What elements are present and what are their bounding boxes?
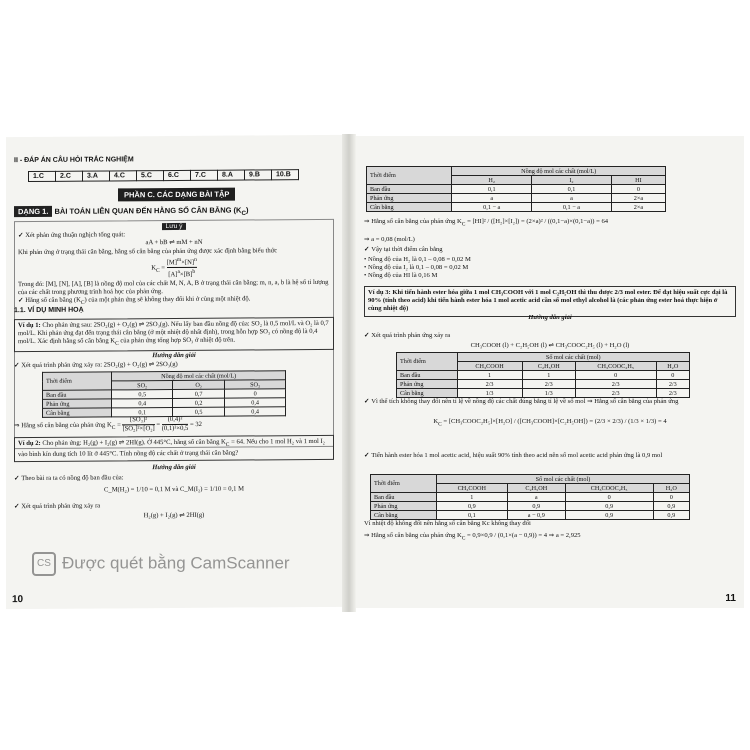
table-cell: 0,9 (653, 511, 689, 520)
check-icon: ✓ (364, 332, 372, 339)
table-cell: 0,4 (225, 398, 286, 407)
row-label: Phản ứng (367, 194, 452, 203)
table-row (367, 194, 666, 203)
answer-cell: 7.C (191, 170, 218, 180)
column-header: H₂O (656, 362, 689, 371)
check-icon: ✓ (18, 297, 26, 305)
column-header: HI (611, 176, 665, 185)
page-number-right: 11 (725, 593, 736, 604)
column-header: CH₃COOH (457, 362, 522, 371)
table-row (397, 371, 690, 380)
table-cell: 1 (436, 493, 507, 502)
answer-cell: 10.B (272, 170, 299, 180)
note-eq: aA + bB ⇌ mM + nN (145, 239, 203, 247)
table-so2: Thời điểm Nồng độ mol các chất (mol/L) SO₂ O₂ SO₃ Ban đầu 0,5 0,7 0 Phản ứng 0,4 0,2 0,4 Cân bằng 0,1 0,5 0,4 (42, 370, 286, 418)
vd2-label: Ví dụ 2: (18, 439, 41, 448)
table-row (371, 502, 690, 511)
check-icon: ✓ (364, 246, 372, 253)
table-cell: 0,1 (436, 511, 507, 520)
table-cell: a (452, 194, 532, 203)
table-cell: 0,5 (173, 407, 225, 416)
table-cell: 2/3 (656, 389, 689, 398)
answer-cell: 8.A (218, 170, 245, 180)
answer-cell: 4.C (110, 171, 137, 181)
table-cell: 0,7 (173, 389, 225, 398)
vd1-huong-dan: Hướng dẫn giải (152, 351, 196, 360)
column-header: SO₃ (225, 380, 286, 389)
vd1-result: ⇒ Hằng số cân bằng của phản ứng $K_C$ = $\frac{\text{[SO₃]²}}{\text{[SO₂]²×[O₂]}}$ = $\frac{\text{(0,4)²}}{\text{(0,1)²×0,5}}$ = 32 (14, 415, 202, 433)
row-label: Cân bằng (43, 408, 112, 417)
table-cell: 1 (522, 371, 575, 380)
dang-title: BÀI TOÁN LIÊN QUAN ĐẾN HẰNG SỐ CÂN BẰNG (K (54, 205, 242, 216)
check-icon: ✓ (364, 452, 372, 459)
column-header: CH₃COOC₂H₅ (575, 362, 656, 371)
answer-cell: 9.B (245, 170, 272, 180)
table-cell: 0 (611, 185, 665, 194)
row-label: Ban đầu (43, 390, 112, 399)
row-label: Ban đầu (367, 185, 452, 194)
list-item: • Nồng độ của HI là 0,16 M (364, 272, 438, 280)
bullet-list (364, 256, 736, 281)
vd1-process: ✓ Xét quá trình phản ứng xảy ra: 2SO₂(g) + O₂(g) ⇌ 2SO₃(g) (14, 360, 178, 370)
column-header: SO₂ (112, 381, 173, 390)
column-header: H₂O (653, 484, 689, 493)
r1: ⇒ Hằng số cân bằng của phản ứng $K_C = [HI]^2 / ([H_2]\times[I_2]) = (2\times a)^2 / ((0,1-a)\times(0,1-a)) = 64$ (364, 218, 609, 228)
note-p4: ✓ Hằng số cân bằng $(K_C)$ của một phản ứng sẽ không thay đổi khi ở cùng một nhiệt độ. (18, 295, 251, 306)
table-cell: 0,9 (436, 502, 507, 511)
table-cell: 0,9 (565, 511, 653, 520)
vd2-theo: ✓ Theo bài ra ta có nồng độ ban đầu của: (14, 474, 124, 483)
table-cell: 0,1 (532, 185, 612, 194)
answer-table (28, 169, 299, 182)
table-cell: 1/3 (457, 389, 522, 398)
r6: ✓ Tiến hành ester hóa 1 mol acetic acid, hiệu suất 90% tính theo acid nên số mol acetic acid phản ứng là 0,9 mol (364, 452, 663, 459)
vd2-conc: C_M(H₂) = 1/10 = 0,1 M và C_M(I₂) = 1/10 = 0,1 M (104, 485, 244, 494)
vd3-box: Ví dụ 3: Khi tiến hành ester hóa giữa 1 mol CH₃COOH với 1 mol C₂H₅OH thì thu được 2/3 mol ester. Để đạt hiệu suất cực đại là 90% (tính theo acid) khi tiến hành ester hóa 1 mol acetic acid cần số mol ethyl alcohol là (các phản ứng ester hoá thực hiện ở cùng nhiệt độ) (364, 286, 736, 317)
column-header: I₂ (532, 176, 612, 185)
check-icon: ✓ (14, 475, 22, 483)
note-p1: ✓ Xét phản ứng thuận nghịch tổng quát: (18, 231, 126, 240)
dang-heading: DẠNG 1. BÀI TOÁN LIÊN QUAN ĐẾN HẰNG SỐ CÂN BẰNG $(K_C)$ (14, 205, 334, 219)
camscanner-logo-icon: CS (32, 552, 56, 576)
r5: ✓ Vì thể tích không thay đổi nên tỉ lệ về nồng độ các chất đúng bằng tỉ lệ về số mol ⇒ Hằng số cân bằng của phản ứng (364, 398, 679, 405)
answer-cell: 5.C (137, 171, 164, 181)
r4-eq: CH₃COOH (l) + C₂H₅OH (l) ⇌ CH₃COOC₂H₅ (l) + H₂O (l) (470, 342, 630, 349)
table-cell: 0 (653, 493, 689, 502)
table-cell: 2×a (611, 194, 665, 203)
column-header: C₂H₅OH (522, 362, 575, 371)
vd2-eq: H₂(g) + I₂(g) ⇌ 2HI(g) (143, 511, 205, 520)
row-label: Cân bằng (371, 511, 437, 520)
row-label: Ban đầu (397, 371, 458, 380)
table-cell: 0 (565, 493, 653, 502)
vd2-box: Ví dụ 2: Cho phản ứng: H₂(g) + I₂(g) ⇌ 2HI(g). Ở 445°C, hằng số cân bằng $K_C = 64$. Nếu cho 1 mol H₂ và 1 mol I₂ vào bình kín dung tích 10 lít ở 445°C. Tính nồng độ các chất ở trạng thái cân bằng? (14, 435, 334, 462)
r4: ✓ Xét quá trình phản ứng xảy ra (364, 332, 451, 339)
table-cell: 0,1 − a (532, 203, 612, 212)
table-cell: a (532, 194, 612, 203)
table-hi: Thời điểm Nồng độ mol các chất (mol/L) H₂ I₂ HI Ban đầu 0,1 0,1 0 Phản ứng a a 2×a Cân bằng 0,1 − a 0,1 − a 2×a (366, 166, 666, 212)
table-cell: 0 (225, 389, 286, 398)
check-icon: ✓ (14, 362, 22, 370)
list-item: • Nồng độ của I₂ là 0,1 – 0,08 = 0,02 M (364, 264, 469, 272)
r5-formula: $K_C$ = [CH₃COOC₂H₅]×[H₂O] / ([CH₃COOH]×[C₂H₅OH]) = (2/3 × 2/3) / (1/3 × 1/3) = 4 (433, 418, 667, 428)
table-cell: 0,9 (565, 502, 653, 511)
luu-y-label: Lưu ý (162, 223, 187, 230)
column-header: H₂ (452, 176, 532, 185)
column-header: CH₃COOC₂H₅ (565, 484, 653, 493)
camscanner-watermark: CS Được quét bằng CamScanner (32, 552, 382, 578)
table-row (371, 493, 690, 502)
page-number-left: 10 (12, 594, 24, 606)
table-cell: 2/3 (575, 389, 656, 398)
row-label: Phản ứng (371, 502, 437, 511)
table-cell: 2/3 (457, 380, 522, 389)
kc-formula: $K_C$ = $\frac{[M]^m\times[N]^n}{[A]^a\times[B]^b}$ (151, 256, 197, 279)
r3: ✓ Vậy tại thời điểm cân bằng (364, 246, 443, 253)
table-cell: 0,4 (225, 407, 286, 416)
column-header: O₂ (173, 380, 225, 389)
table-cell: 0,1 (452, 185, 532, 194)
table-cell: 0,1 − a (452, 203, 532, 212)
table-cell: 1/3 (522, 389, 575, 398)
table-cell: 0 (656, 371, 689, 380)
r7: Vì nhiệt độ không đổi nên hằng số cân bằng Kc không thay đổi (364, 520, 531, 527)
list-item: • Nồng độ của H₂ là 0,1 – 0,08 = 0,02 M (364, 256, 471, 263)
dang-sub: C (241, 209, 246, 218)
vd2-huong-dan: Hướng dẫn giải (152, 463, 196, 472)
vd3-huong-dan: Hướng dẫn giải (528, 314, 572, 321)
table-row (397, 380, 690, 389)
table-cell: 0,9 (653, 502, 689, 511)
table-cell: 0,9 (507, 502, 565, 511)
row-label: Phản ứng (397, 380, 458, 389)
table-cell: 0,1 (112, 408, 173, 417)
vd2-process: ✓ Xét quá trình phản ứng xảy ra (14, 502, 101, 511)
column-header: C₂H₅OH (507, 484, 565, 493)
table-cell: 0,5 (112, 390, 173, 399)
table-cell: a (507, 493, 565, 502)
table-cell: 0 (575, 371, 656, 380)
row-label: Ban đầu (371, 493, 437, 502)
column-header: CH₃COOH (436, 484, 507, 493)
table-cell: 2×a (611, 203, 665, 212)
table-cell: 2/3 (656, 380, 689, 389)
check-icon: ✓ (364, 398, 372, 405)
sub-title: 1.1. VÍ DỤ MINH HOẠ (14, 306, 84, 315)
row-label: Phản ứng (43, 399, 112, 408)
table-cell: a − 0,9 (507, 511, 565, 520)
table-row (367, 203, 666, 212)
table-row (367, 185, 666, 194)
left-page (6, 135, 342, 609)
table-cell: 2/3 (522, 380, 575, 389)
book-spine (342, 134, 356, 612)
table-cell: 2/3 (575, 380, 656, 389)
check-icon: ✓ (14, 503, 22, 511)
answer-cell: 6.C (164, 170, 191, 180)
vd1-label: Ví dụ 1: (18, 321, 41, 330)
check-icon: ✓ (18, 232, 26, 240)
row-label: Cân bằng (367, 203, 452, 212)
part-banner: PHẦN C. CÁC DẠNG BÀI TẬP (118, 188, 235, 202)
table-row (397, 389, 690, 398)
table-cell: 1 (457, 371, 522, 380)
r8: ⇒ Hằng số cân bằng của phản ứng $K_C = 0,9\times 0,9 / (0,1\times(a - 0,9)) = 4$ ⇒ a = 2,925 (364, 532, 581, 542)
section-title: II - ĐÁP ÁN CÂU HỎI TRẮC NGHIỆM (14, 156, 134, 165)
vd1-box: Ví dụ 1: Cho phản ứng sau: 2SO₂(g) + O₂(g) ⇌ 2SO₃(g). Nếu lấy ban đầu nồng độ của: SO₂ là 0,5 mol/L và O₂ là 0,7 mol/L. Khi phản ứng đạt đến trạng thái cân bằng (ở một nhiệt độ nhất định), trong hỗn hợp SO₃ có nồng độ là 0,4 mol/L. Xác định hằng số cân bằng $K_C$ của phản ứng tổng hợp SO₃ ở nhiệt độ trên. (14, 317, 334, 352)
row-label: Cân bằng (397, 389, 458, 398)
answer-cell: 3.A (83, 171, 110, 181)
note-p2: Khi phản ứng ở trạng thái cân bằng, hằng số cân bằng của phản ứng được xác định bằng biểu thức (18, 246, 278, 256)
dang-label: DẠNG 1. (14, 206, 52, 217)
r2: ⇒ a = 0,08 (mol/L) (364, 236, 415, 243)
note-p3: Trong đó: [M], [N], [A], [B] là nồng độ mol của các chất M, N, A, B ở trạng thái cân bằng; m, n, a, b là hệ số tỉ lượng của các chất trong phương trình hoá học của phản ứng. (18, 278, 329, 296)
table-cell: 0,2 (173, 398, 225, 407)
right-page (356, 136, 744, 608)
answer-cell: 2.C (56, 171, 83, 181)
vd3-label: Ví dụ 3: (368, 289, 391, 296)
table-cell: 0,4 (112, 399, 173, 408)
table-row (371, 511, 690, 520)
table-ester-1: Thời điểm Số mol các chất (mol) CH₃COOH C₂H₅OH CH₃COOC₂H₅ H₂O Ban đầu 1 1 0 0 Phản ứng 2/3 2/3 2/3 2/3 Cân bằng 1/3 1/3 2/3 2/3 (396, 352, 690, 398)
answer-cell: 1.C (29, 171, 56, 181)
table-ester-2: Thời điểm Số mol các chất (mol) CH₃COOH C₂H₅OH CH₃COOC₂H₅ H₂O Ban đầu 1 a 0 0 Phản ứng 0,9 0,9 0,9 0,9 Cân bằng 0,1 a − 0,9 0,9 0,9 (370, 474, 690, 520)
